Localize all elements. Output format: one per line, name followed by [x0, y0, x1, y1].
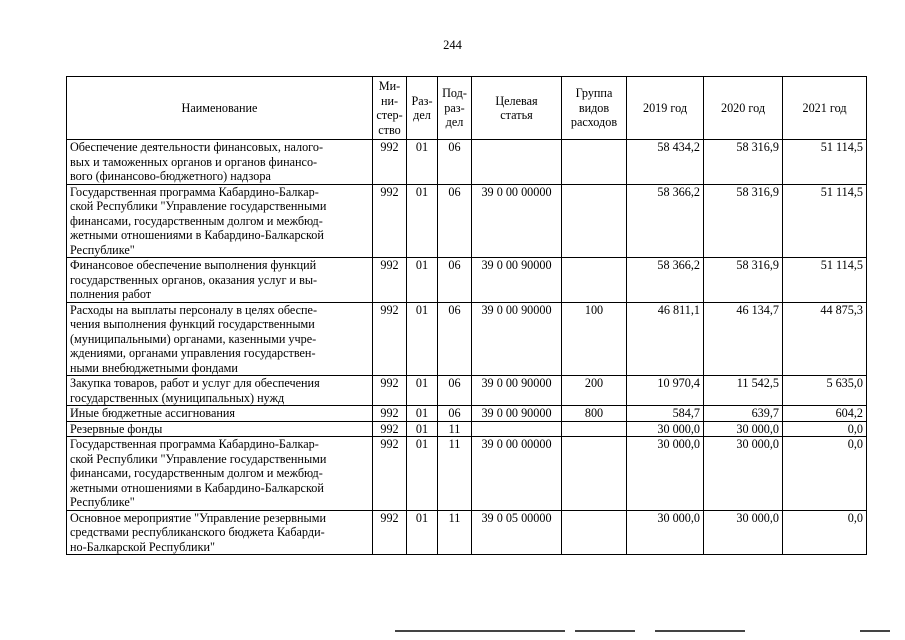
- table-row: [67, 140, 867, 185]
- row-2019: 58 434,2: [627, 140, 704, 185]
- header-group: Группа видов расходов: [562, 77, 627, 140]
- row-2019: 46 811,1: [627, 302, 704, 376]
- row-ministry: 992: [373, 437, 407, 511]
- row-section: 01: [407, 302, 438, 376]
- row-2019: 30 000,0: [627, 510, 704, 555]
- row-group: [562, 421, 627, 437]
- row-ministry: 992: [373, 510, 407, 555]
- row-subsection: 11: [438, 510, 472, 555]
- table-row: [67, 437, 867, 511]
- row-group: 200: [562, 376, 627, 406]
- row-subsection: 06: [438, 140, 472, 185]
- row-2021: 44 875,3: [783, 302, 867, 376]
- row-name: Закупка товаров, работ и услуг для обеспечения государственных (муниципальных) нужд: [67, 376, 373, 406]
- row-target: 39 0 00 00000: [472, 437, 562, 511]
- row-subsection: 06: [438, 406, 472, 422]
- row-2021: 0,0: [783, 510, 867, 555]
- row-group: [562, 258, 627, 303]
- row-target: [472, 421, 562, 437]
- row-2020: 30 000,0: [704, 437, 783, 511]
- row-2021: 51 114,5: [783, 140, 867, 185]
- row-2019: 584,7: [627, 406, 704, 422]
- row-2021: 51 114,5: [783, 184, 867, 258]
- table-header-row: [67, 77, 867, 140]
- row-section: 01: [407, 376, 438, 406]
- row-group: [562, 140, 627, 185]
- row-2021: 0,0: [783, 437, 867, 511]
- row-2019: 30 000,0: [627, 421, 704, 437]
- row-group: [562, 437, 627, 511]
- row-section: 01: [407, 258, 438, 303]
- row-name: Иные бюджетные ассигнования: [67, 406, 373, 422]
- row-2021: 5 635,0: [783, 376, 867, 406]
- row-target: 39 0 00 90000: [472, 302, 562, 376]
- row-2020: 46 134,7: [704, 302, 783, 376]
- row-section: 01: [407, 140, 438, 185]
- table-row: [67, 406, 867, 422]
- row-name: Основное мероприятие "Управление резервными средствами республиканского бюджета Кабарди- но-Балкарской Республики": [67, 510, 373, 555]
- header-ministry: Ми- ни- стер- ство: [373, 77, 407, 140]
- row-name: Расходы на выплаты персоналу в целях обеспе- чения выполнения функций государственными (муниципальными) органами, казенными учре- ждениями, органами управления государствен- ными внебюджетными фондами: [67, 302, 373, 376]
- row-target: 39 0 00 00000: [472, 184, 562, 258]
- row-2021: 604,2: [783, 406, 867, 422]
- row-2020: 58 316,9: [704, 184, 783, 258]
- header-subsection: Под- раз- дел: [438, 77, 472, 140]
- header-target: Целевая статья: [472, 77, 562, 140]
- row-section: 01: [407, 437, 438, 511]
- table-row: [67, 510, 867, 555]
- table-row: [67, 184, 867, 258]
- budget-table: [66, 76, 867, 555]
- table-row: [67, 376, 867, 406]
- row-2020: 30 000,0: [704, 421, 783, 437]
- row-2020: 639,7: [704, 406, 783, 422]
- table-row: [67, 421, 867, 437]
- row-subsection: 06: [438, 376, 472, 406]
- row-section: 01: [407, 421, 438, 437]
- row-subsection: 11: [438, 421, 472, 437]
- row-name: Обеспечение деятельности финансовых, налого- вых и таможенных органов и органов финансо- вого (финансово-бюджетного) надзора: [67, 140, 373, 185]
- row-target: [472, 140, 562, 185]
- row-ministry: 992: [373, 302, 407, 376]
- row-2019: 58 366,2: [627, 258, 704, 303]
- header-name: Наименование: [67, 77, 373, 140]
- row-target: 39 0 00 90000: [472, 406, 562, 422]
- row-2021: 51 114,5: [783, 258, 867, 303]
- row-name: Финансовое обеспечение выполнения функций государственных органов, оказания услуг и вы- полнения работ: [67, 258, 373, 303]
- row-2019: 30 000,0: [627, 437, 704, 511]
- row-2019: 58 366,2: [627, 184, 704, 258]
- row-ministry: 992: [373, 140, 407, 185]
- row-2020: 30 000,0: [704, 510, 783, 555]
- table-row: [67, 258, 867, 303]
- row-target: 39 0 05 00000: [472, 510, 562, 555]
- row-section: 01: [407, 184, 438, 258]
- row-group: [562, 510, 627, 555]
- row-name: Резервные фонды: [67, 421, 373, 437]
- row-2020: 58 316,9: [704, 140, 783, 185]
- row-section: 01: [407, 406, 438, 422]
- header-2020: 2020 год: [704, 77, 783, 140]
- row-name: Государственная программа Кабардино-Балкар- ской Республики "Управление государственными финансами, государственным долгом и межбюд- жетными отношениями в Кабардино-Балкарской Республике": [67, 184, 373, 258]
- row-name: Государственная программа Кабардино-Балкар- ской Республики "Управление государственными финансами, государственным долгом и межбюд- жетными отношениями в Кабардино-Балкарской Республике": [67, 437, 373, 511]
- row-target: 39 0 00 90000: [472, 376, 562, 406]
- row-subsection: 06: [438, 302, 472, 376]
- row-ministry: 992: [373, 421, 407, 437]
- row-ministry: 992: [373, 376, 407, 406]
- row-2021: 0,0: [783, 421, 867, 437]
- row-group: 100: [562, 302, 627, 376]
- row-subsection: 11: [438, 437, 472, 511]
- row-target: 39 0 00 90000: [472, 258, 562, 303]
- row-subsection: 06: [438, 184, 472, 258]
- header-2019: 2019 год: [627, 77, 704, 140]
- row-group: [562, 184, 627, 258]
- row-subsection: 06: [438, 258, 472, 303]
- row-ministry: 992: [373, 184, 407, 258]
- row-group: 800: [562, 406, 627, 422]
- table-row: [67, 302, 867, 376]
- row-2020: 58 316,9: [704, 258, 783, 303]
- row-2020: 11 542,5: [704, 376, 783, 406]
- header-2021: 2021 год: [783, 77, 867, 140]
- row-section: 01: [407, 510, 438, 555]
- row-2019: 10 970,4: [627, 376, 704, 406]
- row-ministry: 992: [373, 258, 407, 303]
- scan-edge-marks: [0, 630, 905, 640]
- header-section: Раз- дел: [407, 77, 438, 140]
- row-ministry: 992: [373, 406, 407, 422]
- page-number: 244: [443, 38, 462, 52]
